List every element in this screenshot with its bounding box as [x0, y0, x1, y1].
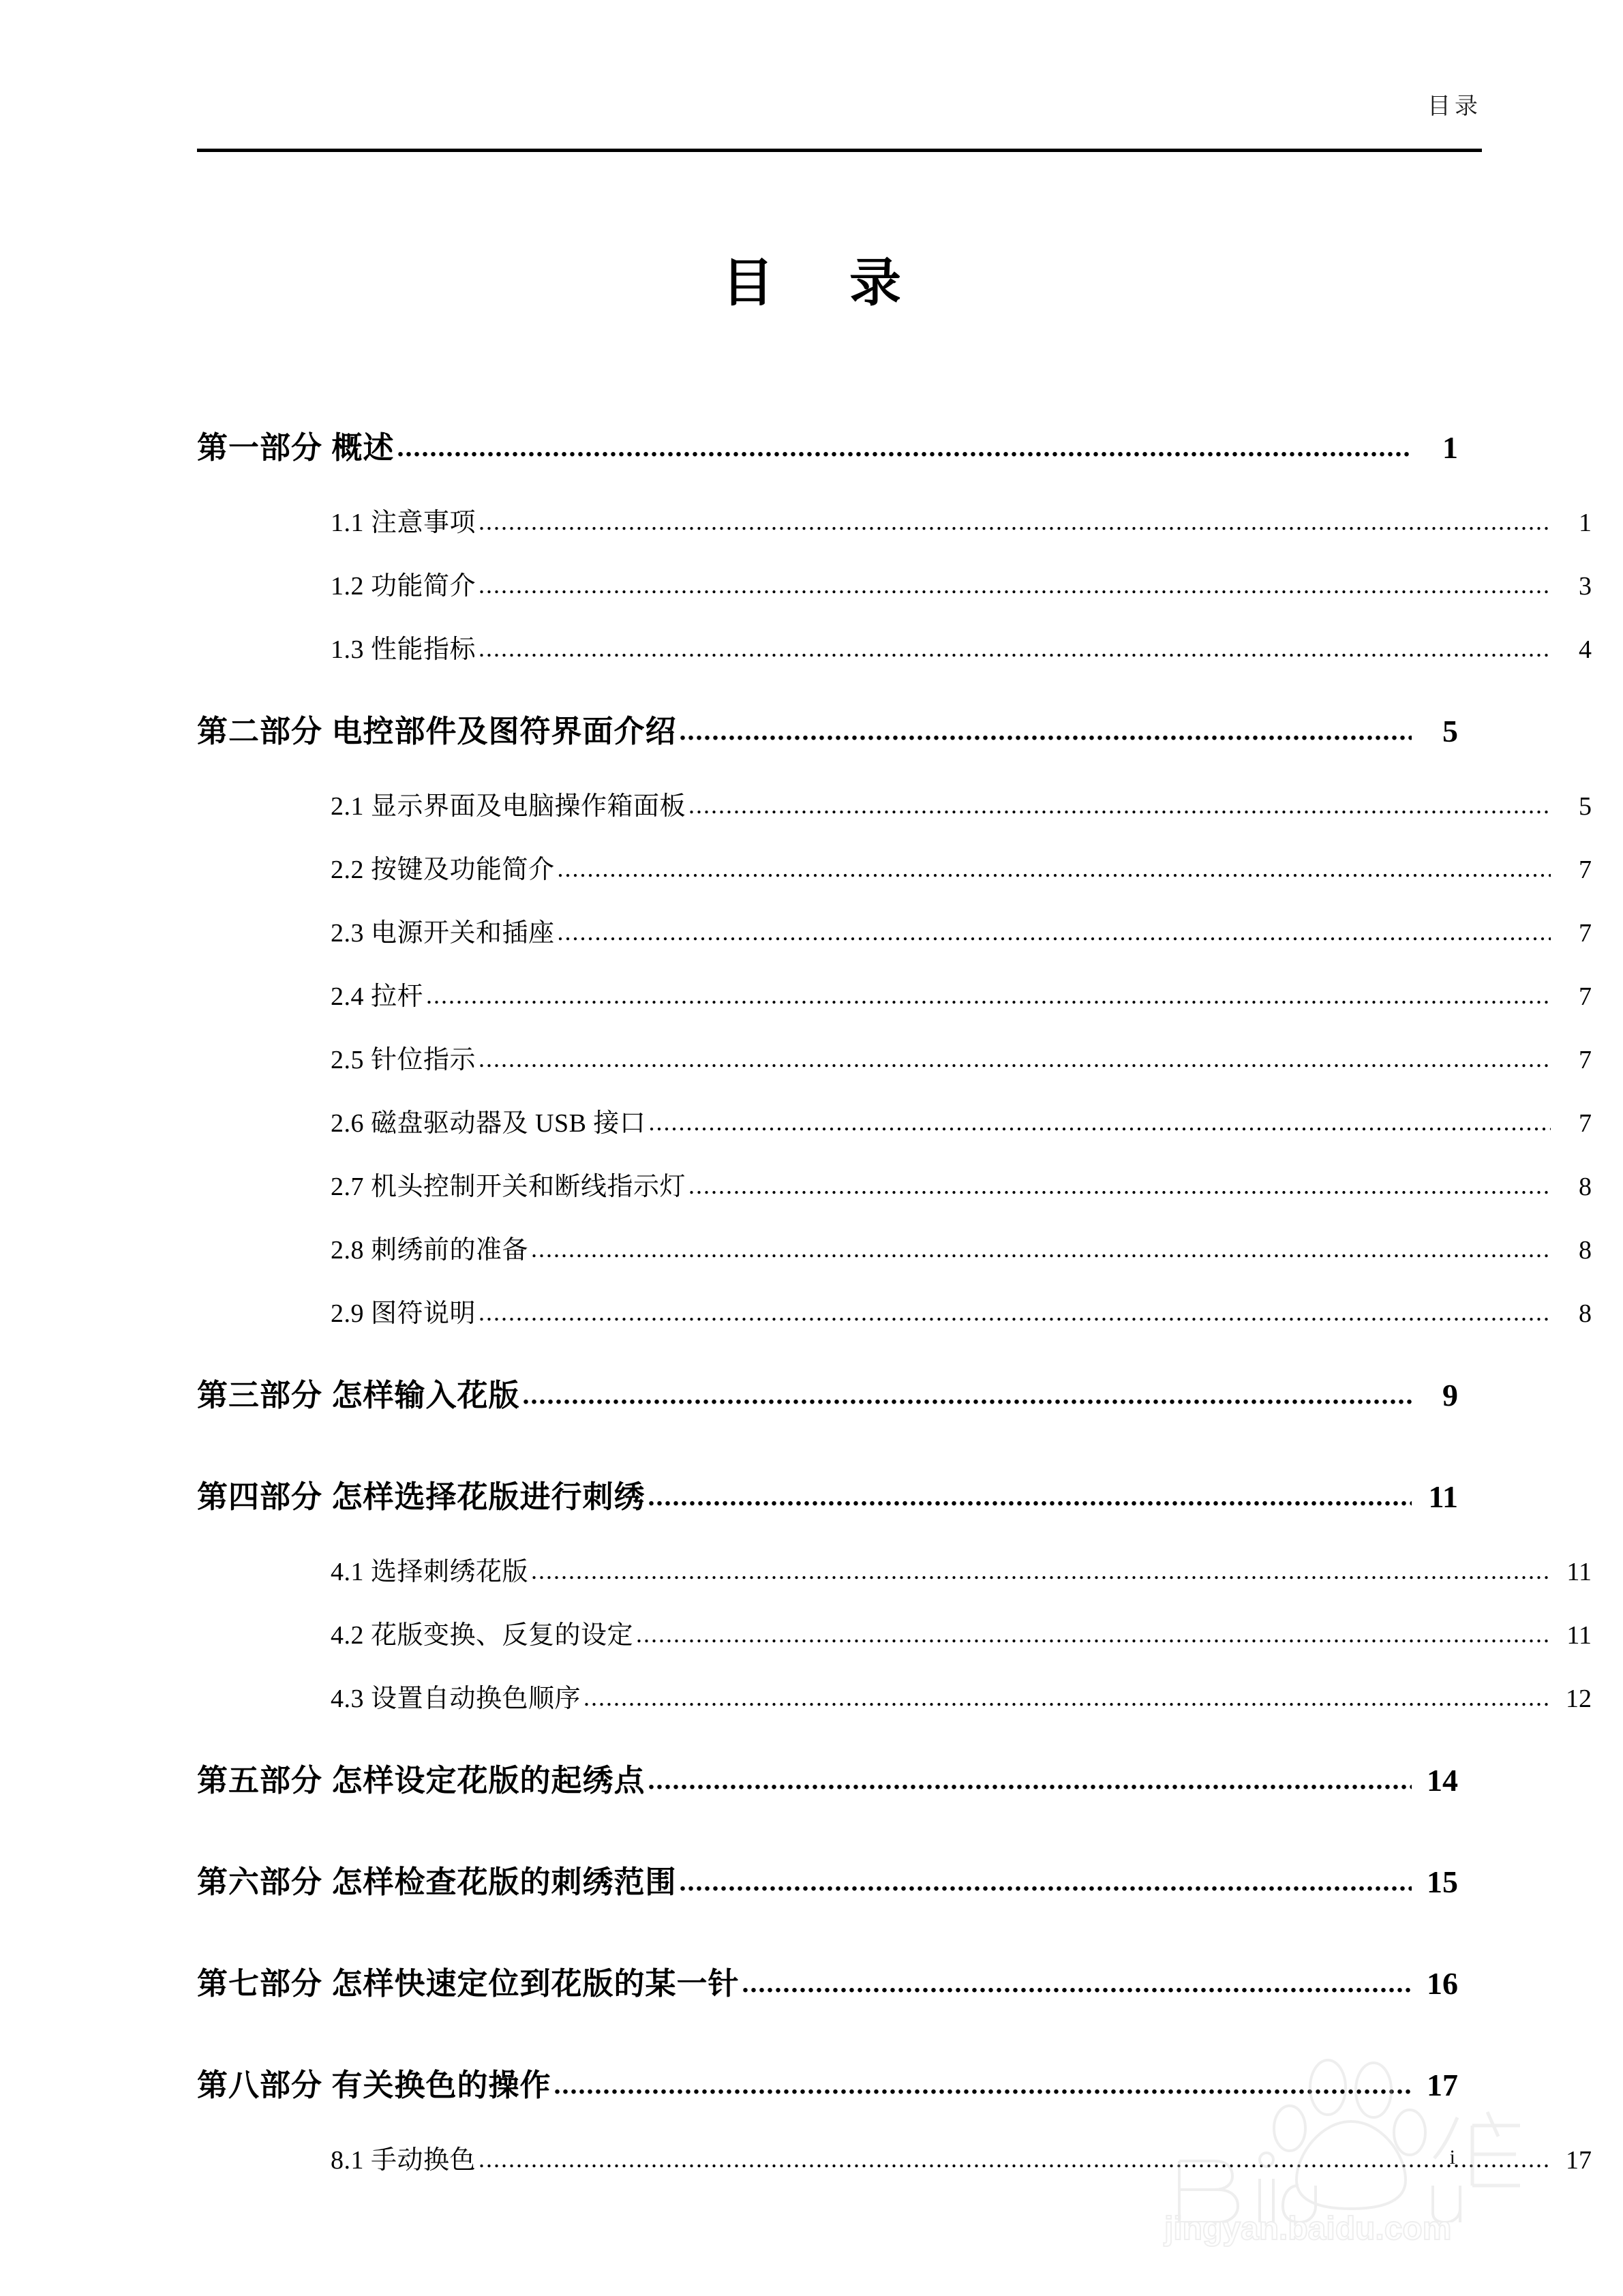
- toc-leader-dots: [680, 1865, 1412, 1897]
- header-rule: [197, 149, 1482, 152]
- toc-entry-level-1[interactable]: [197, 706, 1458, 785]
- toc-entry-label: 2.9 图符说明: [331, 1299, 476, 1328]
- toc-entry-page-number: 8: [1579, 1236, 1592, 1265]
- toc-leader-dots: [479, 571, 1551, 599]
- toc-entry-level-2[interactable]: [197, 628, 1592, 691]
- toc-entry-label: 2.4 拉杆: [331, 982, 424, 1011]
- toc-entry-page-number: 1: [1442, 430, 1458, 465]
- running-head: 目录: [1427, 94, 1482, 119]
- table-of-contents: [197, 423, 1592, 2202]
- toc-entry-label: 第三部分 怎样输入花版: [197, 1378, 520, 1413]
- toc-entry-level-1[interactable]: [197, 423, 1458, 501]
- toc-entry-level-2[interactable]: [197, 1677, 1592, 1740]
- toc-entry-page-number: 14: [1427, 1763, 1458, 1798]
- toc-entry-level-2[interactable]: [197, 1102, 1592, 1165]
- toc-entry-page-number: 7: [1579, 856, 1592, 884]
- toc-entry-label: 2.2 按键及功能简介: [331, 856, 555, 884]
- toc-entry-level-2[interactable]: [197, 911, 1592, 975]
- toc-entry-page-number: 5: [1442, 714, 1458, 749]
- toc-entry-level-1[interactable]: [197, 1857, 1458, 1935]
- toc-entry-label: 2.8 刺绣前的准备: [331, 1236, 529, 1265]
- toc-entry-label: 第一部分 概述: [197, 430, 395, 465]
- toc-entry-label: 第六部分 怎样检查花版的刺绣范围: [197, 1864, 677, 1899]
- toc-entry-label: 第七部分 怎样快速定位到花版的某一针: [197, 1966, 740, 2001]
- toc-entry-page-number: 8: [1579, 1299, 1592, 1328]
- toc-leader-dots: [688, 791, 1551, 819]
- toc-entry-level-1[interactable]: [197, 2060, 1458, 2139]
- toc-entry-label: 4.1 选择刺绣花版: [331, 1558, 529, 1586]
- toc-entry-label: 4.2 花版变换、反复的设定: [331, 1621, 634, 1650]
- toc-entry-level-2[interactable]: [197, 1292, 1592, 1355]
- toc-entry-level-1[interactable]: [197, 1755, 1458, 1834]
- toc-leader-dots: [688, 1171, 1551, 1200]
- toc-entry-level-2[interactable]: [197, 1165, 1592, 1228]
- toc-entry-level-2[interactable]: [197, 848, 1592, 911]
- toc-entry-level-2[interactable]: [197, 975, 1592, 1038]
- toc-entry-label: 2.5 针位指示: [331, 1046, 476, 1074]
- toc-entry-page-number: 17: [1427, 2068, 1458, 2102]
- toc-entry-level-2[interactable]: [197, 501, 1592, 564]
- toc-entry-page-number: 11: [1428, 1479, 1458, 1514]
- toc-leader-dots: [558, 854, 1551, 883]
- toc-leader-dots: [479, 1044, 1551, 1073]
- toc-entry-level-2[interactable]: [197, 1550, 1592, 1614]
- toc-entry-label: 2.1 显示界面及电脑操作箱面板: [331, 792, 686, 821]
- toc-entry-label: 第四部分 怎样选择花版进行刺绣: [197, 1479, 646, 1514]
- toc-entry-page-number: 8: [1579, 1173, 1592, 1201]
- toc-entry-page-number: 17: [1566, 2146, 1592, 2175]
- toc-leader-dots: [648, 1108, 1551, 1136]
- toc-leader-dots: [523, 1378, 1412, 1410]
- toc-entry-page-number: 11: [1566, 1621, 1592, 1650]
- toc-entry-page-number: 1: [1579, 509, 1592, 537]
- toc-entry-level-1[interactable]: [197, 1472, 1458, 1550]
- toc-entry-page-number: 11: [1566, 1558, 1592, 1586]
- watermark-url: jingyan.baidu.com: [1164, 2211, 1452, 2247]
- toc-entry-level-2[interactable]: [197, 564, 1592, 628]
- toc-leader-dots: [479, 1298, 1551, 1327]
- footer-page-number: i: [1449, 2146, 1455, 2169]
- toc-entry-page-number: 9: [1442, 1378, 1458, 1413]
- toc-entry-level-1[interactable]: [197, 1370, 1458, 1449]
- toc-entry-page-number: 7: [1579, 1109, 1592, 1138]
- toc-entry-label: 1.3 性能指标: [331, 635, 476, 664]
- toc-entry-label: 2.7 机头控制开关和断线指示灯: [331, 1173, 686, 1201]
- toc-entry-page-number: 7: [1579, 1046, 1592, 1074]
- toc-leader-dots: [531, 1235, 1551, 1263]
- page-header: [197, 95, 1482, 152]
- toc-leader-dots: [680, 714, 1412, 746]
- toc-leader-dots: [531, 1556, 1551, 1585]
- toc-entry-label: 8.1 手动换色: [331, 2146, 476, 2175]
- toc-leader-dots: [397, 431, 1412, 463]
- toc-entry-label: 1.2 功能简介: [331, 572, 476, 601]
- toc-entry-label: 1.1 注意事项: [331, 509, 476, 537]
- toc-leader-dots: [648, 1480, 1412, 1512]
- toc-entry-label: 第二部分 电控部件及图符界面介绍: [197, 714, 677, 749]
- toc-entry-level-2[interactable]: [197, 1228, 1592, 1292]
- toc-entry-page-number: 7: [1579, 919, 1592, 948]
- toc-leader-dots: [636, 1620, 1551, 1648]
- toc-entry-label: 2.6 磁盘驱动器及 USB 接口: [331, 1109, 646, 1138]
- toc-entry-page-number: 3: [1579, 572, 1592, 601]
- toc-entry-page-number: 15: [1427, 1864, 1458, 1899]
- toc-leader-dots: [554, 2068, 1412, 2100]
- toc-entry-label: 2.3 电源开关和插座: [331, 919, 555, 948]
- page-title: 目 录: [722, 255, 932, 312]
- toc-entry-page-number: 5: [1579, 792, 1592, 821]
- toc-entry-level-1[interactable]: [197, 1959, 1458, 2037]
- toc-entry-page-number: 4: [1579, 635, 1592, 664]
- toc-leader-dots: [742, 1967, 1412, 1999]
- toc-leader-dots: [648, 1764, 1412, 1796]
- toc-leader-dots: [558, 918, 1551, 946]
- toc-leader-dots: [426, 981, 1551, 1010]
- toc-entry-level-2[interactable]: [197, 1614, 1592, 1677]
- toc-entry-level-2[interactable]: [197, 785, 1592, 848]
- toc-leader-dots: [479, 634, 1551, 663]
- toc-leader-dots: [583, 1683, 1551, 1712]
- toc-entry-page-number: 7: [1579, 982, 1592, 1011]
- toc-entry-level-2[interactable]: [197, 1038, 1592, 1102]
- toc-entry-label: 第五部分 怎样设定花版的起绣点: [197, 1763, 646, 1798]
- toc-leader-dots: [479, 507, 1551, 536]
- toc-entry-label: 4.3 设置自动换色顺序: [331, 1685, 581, 1713]
- toc-entry-page-number: 16: [1427, 1966, 1458, 2001]
- toc-entry-page-number: 12: [1566, 1685, 1592, 1713]
- toc-entry-label: 第八部分 有关换色的操作: [197, 2068, 551, 2102]
